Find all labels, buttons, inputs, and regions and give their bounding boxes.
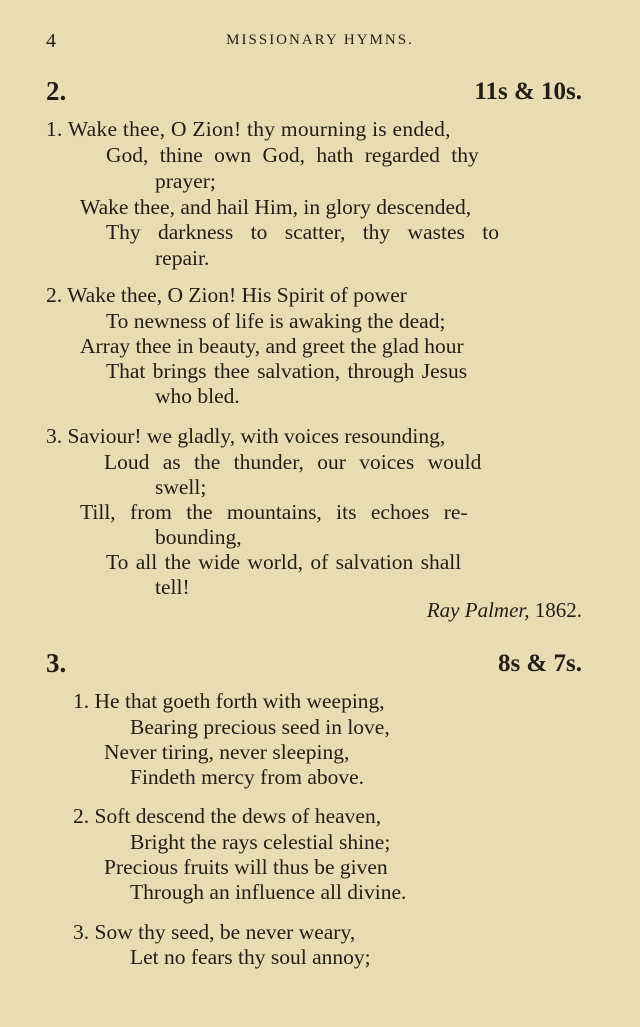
verse-line: That brings thee salvation, through Jesus bbox=[106, 359, 468, 383]
verse-line: 2. Wake thee, O Zion! His Spirit of power bbox=[46, 283, 407, 307]
verse-line: swell; bbox=[155, 475, 207, 499]
verse-line: Thy darkness to scatter, thy wastes to bbox=[106, 220, 499, 244]
attribution-year: 1862. bbox=[534, 598, 582, 622]
attribution-author: Ray Palmer, bbox=[426, 598, 530, 622]
verse-line: To newness of life is awaking the dead; bbox=[106, 309, 446, 333]
verse-line: Findeth mercy from above. bbox=[130, 765, 365, 789]
running-head: MISSIONARY HYMNS. bbox=[226, 32, 414, 48]
verse-line: Till, from the mountains, its echoes re- bbox=[80, 500, 468, 524]
verse-line: Loud as the thunder, our voices would bbox=[104, 450, 482, 474]
verse-line: 3. Sow thy seed, be never weary, bbox=[73, 920, 356, 944]
verse-line: Array thee in beauty, and greet the glad hour bbox=[80, 334, 464, 358]
verse-line: 1. He that goeth forth with weeping, bbox=[73, 689, 385, 713]
verse-line: Never tiring, never sleeping, bbox=[104, 740, 350, 764]
verse-line: repair. bbox=[155, 246, 210, 270]
verse-line: 3. Saviour! we gladly, with voices resounding, bbox=[46, 424, 446, 448]
verse-line: Through an influence all divine. bbox=[130, 880, 407, 904]
verse-line: bounding, bbox=[155, 525, 242, 549]
page-number: 4 bbox=[46, 30, 56, 52]
hymn-number: 3. bbox=[46, 648, 67, 678]
verse-line: Precious fruits will thus be given bbox=[104, 855, 388, 879]
verse-line: To all the wide world, of salvation shall bbox=[106, 550, 462, 574]
verse-line: Bearing precious seed in love, bbox=[130, 715, 390, 739]
verse-line: 1. Wake thee, O Zion! thy mourning is ended, bbox=[46, 117, 451, 141]
verse-line: Let no fears thy soul annoy; bbox=[130, 945, 371, 969]
verse-line: prayer; bbox=[155, 169, 216, 193]
verse-line: who bled. bbox=[155, 384, 240, 408]
attribution bbox=[427, 598, 582, 623]
verse-line: 2. Soft descend the dews of heaven, bbox=[73, 804, 382, 828]
verse-line: tell! bbox=[155, 575, 190, 599]
verse-line: Bright the rays celestial shine; bbox=[130, 830, 391, 854]
verse-line: Wake thee, and hail Him, in glory descended, bbox=[80, 195, 472, 219]
hymn-meter: 11s & 10s. bbox=[474, 78, 582, 105]
hymn-number: 2. bbox=[46, 76, 67, 106]
verse-line: God, thine own God, hath regarded thy bbox=[106, 143, 479, 167]
hymn-meter: 8s & 7s. bbox=[497, 650, 582, 677]
